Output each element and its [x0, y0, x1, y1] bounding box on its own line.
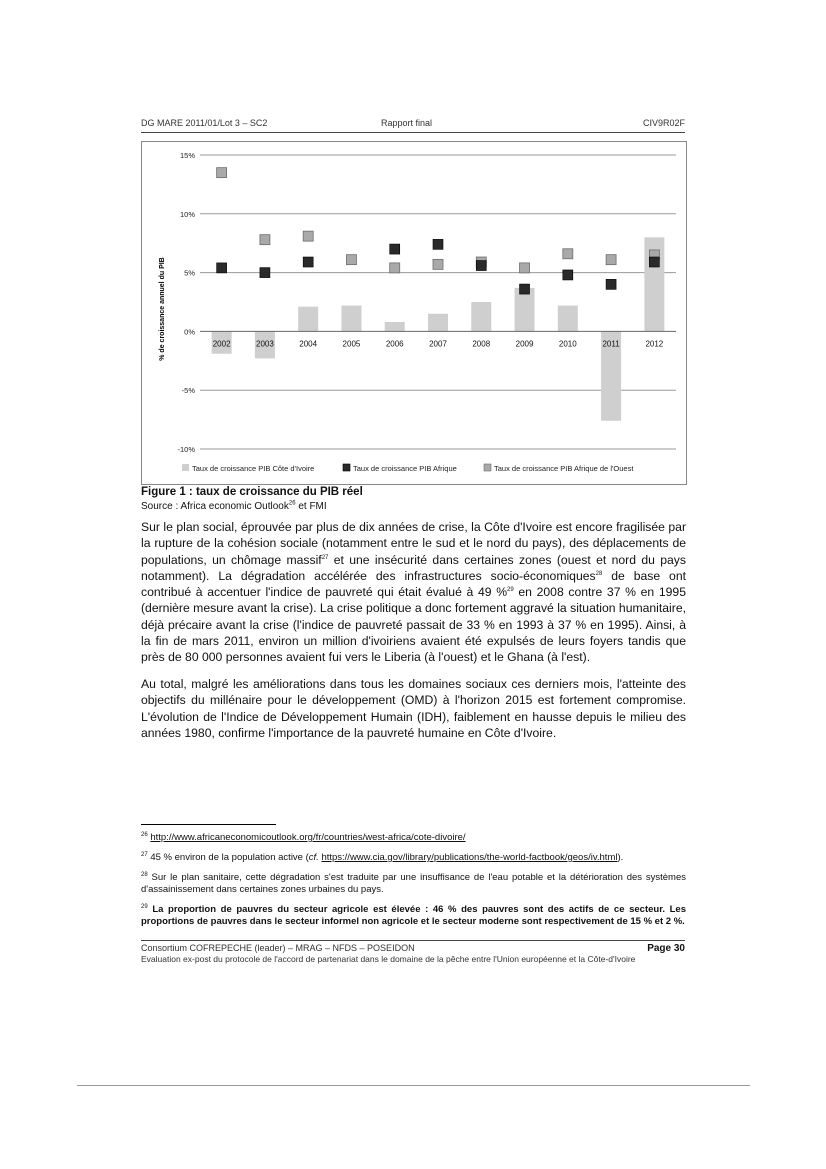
paragraph-summary: Au total, malgré les améliorations dans tous les domaines sociaux ces derniers mois, l'atteinte des objectifs du millénaire pour le développement (OMD) à l'horizon 2015 est fortement compromise. L'évolution de l'Indice de Développement Humain (IDH), faiblement en hausse depuis le milieu des années 1980, confirme l'importance de la pauvreté humaine en Côte d'Ivoire. [141, 677, 686, 740]
footnote-rule [141, 824, 276, 825]
y-tick-label: -10% [177, 445, 195, 454]
marker-afrique [217, 263, 227, 273]
footer-description: Evaluation ex-post du protocole de l'accord de partenariat dans le domaine de la pêche entre l'Union européenne et la Côte-d'Ivoire [141, 954, 636, 964]
x-tick-label: 2005 [342, 339, 361, 349]
marker-afrique [433, 239, 443, 249]
page-number: Page 30 [647, 943, 685, 954]
y-axis-label: % de croissance annuel du PIB [159, 257, 166, 361]
x-tick-label: 2004 [299, 339, 318, 349]
footnote-26: $^{26}$ http://www.africaneconomicoutlook.org/fr/countries/west-africa/cote-divoire/ [141, 831, 466, 843]
legend-swatch-marker [484, 464, 491, 471]
x-tick-label: 2007 [429, 339, 447, 349]
figure-title: Figure 1 : taux de croissance du PIB réel [141, 486, 363, 498]
y-tick-label: 0% [184, 327, 195, 337]
x-tick-label: 2003 [256, 339, 274, 349]
y-tick-label: 5% [184, 268, 195, 278]
bar-cote-divoire [471, 302, 491, 331]
y-tick-label: 15% [179, 151, 195, 160]
bar-cote-divoire [385, 322, 405, 331]
growth-chart [141, 141, 687, 485]
x-tick-label: 2011 [602, 339, 620, 349]
bar-cote-divoire [341, 306, 361, 332]
paragraph-social: Sur le plan social, éprouvée par plus de dix années de crise, la Côte d'Ivoire est encore fragilisée par la rupture de la cohésion sociale (notamment entre le sud et le nord du pays), des déplacements de populations, un chômage massif$^{27}$ et une insécurité dans certaines zones (ouest et nord du pays notamment). La dégradation accélérée des infrastructures socio-économiques$^{28}$ de base ont contribué à accentuer l'indice de pauvreté qui était évalué à 49 %$^{29}$ en 2008 contre 37 % en 1995 (dernière mesure avant la crise). La crise politique a donc fortement aggravé la situation humanitaire, déjà précaire avant la crise (l'indice de pauvreté passait de 33 % en 1993 à 37 % en 1995). Ainsi, à la fin de mars 2011, environ un million d'ivoiriens avaient été expulsés de leurs foyers tandis que près de 80 000 personnes avaient fui vers le Liberia (à l'ouest) et le Ghana (à l'est). [141, 520, 686, 665]
footnote-28: $^{28}$ Sur le plan sanitaire, cette dégradation s'est traduite par une insuffisance de l'eau potable et la détérioration des systèmes d'assainissement dans certaines zones urbaines du pays. [141, 871, 687, 895]
y-tick-label: -5% [181, 386, 195, 396]
legend-swatch-marker [343, 464, 350, 471]
marker-afrique-ouest [390, 263, 400, 273]
marker-afrique [520, 284, 530, 294]
page-bottom-rule [77, 1085, 750, 1086]
marker-afrique [563, 270, 573, 280]
marker-afrique-ouest [346, 255, 356, 265]
marker-afrique [390, 244, 400, 254]
x-tick-label: 2006 [385, 339, 404, 349]
footnote-27: $^{27}$ 45 % environ de la population active (cf. https://www.cia.gov/library/publications/the-world-factbook/geos/iv.html). [141, 851, 624, 863]
x-tick-label: 2002 [212, 339, 231, 349]
header-left: DG MARE 2011/01/Lot 3 – SC2 [141, 118, 268, 128]
bar-cote-divoire [515, 288, 535, 332]
marker-afrique-ouest [563, 249, 573, 259]
legend-label: Taux de croissance PIB Côte d'Ivoire [192, 464, 315, 473]
bar-cote-divoire [428, 314, 448, 332]
marker-afrique [303, 257, 313, 267]
x-tick-label: 2009 [515, 339, 534, 349]
bar-cote-divoire [298, 307, 318, 332]
marker-afrique-ouest [260, 235, 270, 245]
marker-afrique-ouest [520, 263, 530, 273]
page-header [141, 118, 685, 133]
y-tick-label: 10% [179, 209, 195, 219]
marker-afrique [260, 268, 270, 278]
footer-consortium: Consortium COFREPECHE (leader) – MRAG – NFDS – POSEIDON [141, 943, 415, 953]
marker-afrique-ouest [303, 231, 313, 241]
figure-source: Source : Africa economic Outlook$^{26}$ et FMI [141, 500, 327, 512]
marker-afrique-ouest [217, 168, 227, 178]
marker-afrique [476, 261, 486, 271]
header-center: Rapport final [381, 118, 433, 128]
footnote-29: $^{29}$ La proportion de pauvres du secteur agricole est élevée : 46 % des pauvres sont des actifs de ce secteur. Les proportions de pauvres dans le secteur informel non agricole et le secteur moderne sont respectivement de 15 % et 2 %. [141, 903, 687, 927]
marker-afrique [649, 257, 659, 267]
legend-swatch-bar [182, 464, 189, 471]
legend-label: Taux de croissance PIB Afrique [353, 464, 457, 473]
page-footer [141, 940, 685, 967]
marker-afrique [606, 279, 616, 289]
x-tick-label: 2008 [472, 339, 491, 349]
footnote-26-link[interactable]: http://www.africaneconomicoutlook.org/fr/countries/west-africa/cote-divoire/ [150, 832, 466, 843]
chart-svg [142, 142, 686, 484]
legend-label: Taux de croissance PIB Afrique de l'Ouest [494, 464, 634, 473]
footnote-27-link[interactable]: https://www.cia.gov/library/publications/the-world-factbook/geos/iv.html [321, 852, 618, 863]
marker-afrique-ouest [606, 255, 616, 265]
header-right: CIV9R02F [642, 118, 685, 128]
marker-afrique-ouest [433, 259, 443, 269]
x-tick-label: 2012 [645, 339, 664, 349]
x-tick-label: 2010 [558, 339, 577, 349]
bar-cote-divoire [558, 306, 578, 332]
